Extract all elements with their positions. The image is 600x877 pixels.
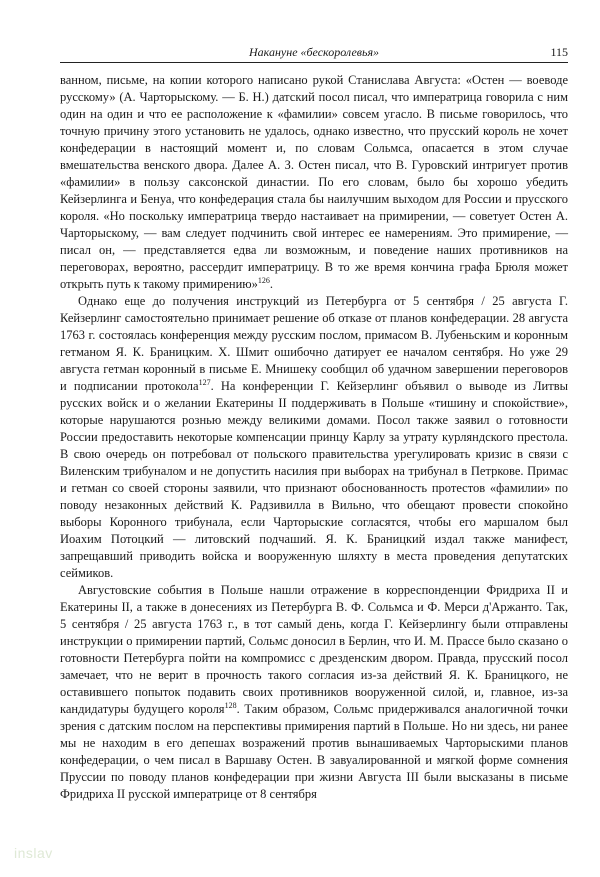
footnote-ref-127: 127 (198, 377, 211, 387)
footnote-ref-128: 128 (224, 700, 237, 710)
paragraph-1-tail: . (269, 277, 274, 291)
page-header (60, 44, 568, 63)
paragraph-2 (60, 293, 568, 582)
footnote-ref-126: 126 (257, 275, 270, 285)
body-text (60, 72, 568, 803)
paragraph-3-tail: . Таким образом, Сольмс придерживался аналогичной точки зрения с датским послом на перспективы примирения партий в Польше. Но ни здесь, ни ранее мы не находим в его депешах возражений против вынашиваемых Чарторыскими планов конфедерации, о чем писал в Варшаву Остен. В завуалированной и мягкой форме сомнения Пруссии по поводу планов конфедерации при жизни Августа III были высказаны в письме Фридриха II русской императрице от 8 сентября (60, 702, 568, 801)
paragraph-2-tail: . На конференции Г. Кейзерлинг объявил о выводе из Литвы русских войск и о желании Екатерины II поддерживать в Польше «тишину и спокойствие», которые нарушаются рознью между великими домами. Посол также заявил о готовности России предоставить некоторые компенсации принцу Карлу за утрату курляндского престола. В свою очередь он потребовал от польского правительства урегулировать кризис в связи с Виленским трибуналом и не допустить насилия при выборах на трибунал в Петркове. Примас и гетман со своей стороны заявили, что признают обоснованность протестов «фамилии» по поводу незаконных действий К. Радзивилла в Вильно, что обещают провести спокойно выборы Коронного трибунала, если Чарторыские согласятся, чтобы его маршалом был Иоахим Потоцкий — литовский подчаший. Я. К. Браницкий издал также манифест, запрещавший приводить войска и вооруженную шляхту в места проведения депутатских сеймиков. (60, 379, 568, 580)
paragraph-2-text: Однако еще до получения инструкций из Петербурга от 5 сентября / 25 августа Г. Кейзерлинг самостоятельно принимает решение об отказе от планов конфедерации. 28 августа 1763 г. состоялась конференция между русским послом, примасом В. Лубеньским и коронным гетманом Я. К. Браницким. Х. Шмит ошибочно датирует ее началом сентября. Но уже 29 августа гетман коронный в письме Е. Мнишеку сообщил об удачном завершении переговоров и подписании протокола (60, 294, 568, 393)
paragraph-1 (60, 72, 568, 293)
paragraph-3-text: Августовские события в Польше нашли отражение в корреспонденции Фридриха II и Екатерины II, а также в донесениях из Петербурга В. Ф. Сольмса и Ф. Мерси д'Аржанто. Так, 5 сентября / 25 августа 1763 г., в тот самый день, когда Г. Кейзерлингу были отправлены инструкции о примирении партий, Сольмс доносил в Берлин, что И. М. Прассе было сказано о готовности Петербурга пойти на компромисс с дрезденским двором. Правда, прусский посол замечает, что не верит в прочность такого согласия из-за действий Я. К. Браницкого, не оставившего попыток подавить своих противников вооруженной силой, и, главное, из-за кандидатуры будущего короля (60, 583, 568, 716)
paragraph-1-text: ванном, письме, на копии которого написано рукой Станислава Августа: «Остен — воеводе русскому» (А. Чарторыскому. — Б. Н.) датский посол писал, что императрица говорила с ним один на один и что ее расположение к «фамилии» совсем угасло. В письме говорилось, что точную причину этого установить не удалось, однако известно, что прусский король не хочет конфедерации в настоящий момент и, по словам Сольмса, опасается в этом случае вмешательства венского двора. Далее А. З. Остен писал, что В. Гуровский интригует против «фамилии» в пользу саксонской династии. По его словам, было бы хорошо убедить Кейзерлинга и Бенуа, что конфедерация стала бы наилучшим выходом для России и прусского короля. «Но поскольку императрица твердо настаивает на примирении, — советует Остен А. Чарторыскому, — вам следует подчинить свой интерес ее намерениям. Это примирение, — писал он, — представляется едва ли возможным, и поведение наших противников на переговорах, вероятно, рассердит императрицу. В то же время кончина графа Брюля может открыть путь к такому примирению» (60, 73, 568, 291)
paragraph-3 (60, 582, 568, 803)
watermark-logo: inslav (14, 845, 53, 861)
running-title: Накануне «бескоролевья» (248, 45, 380, 59)
page-number: 115 (550, 45, 568, 59)
